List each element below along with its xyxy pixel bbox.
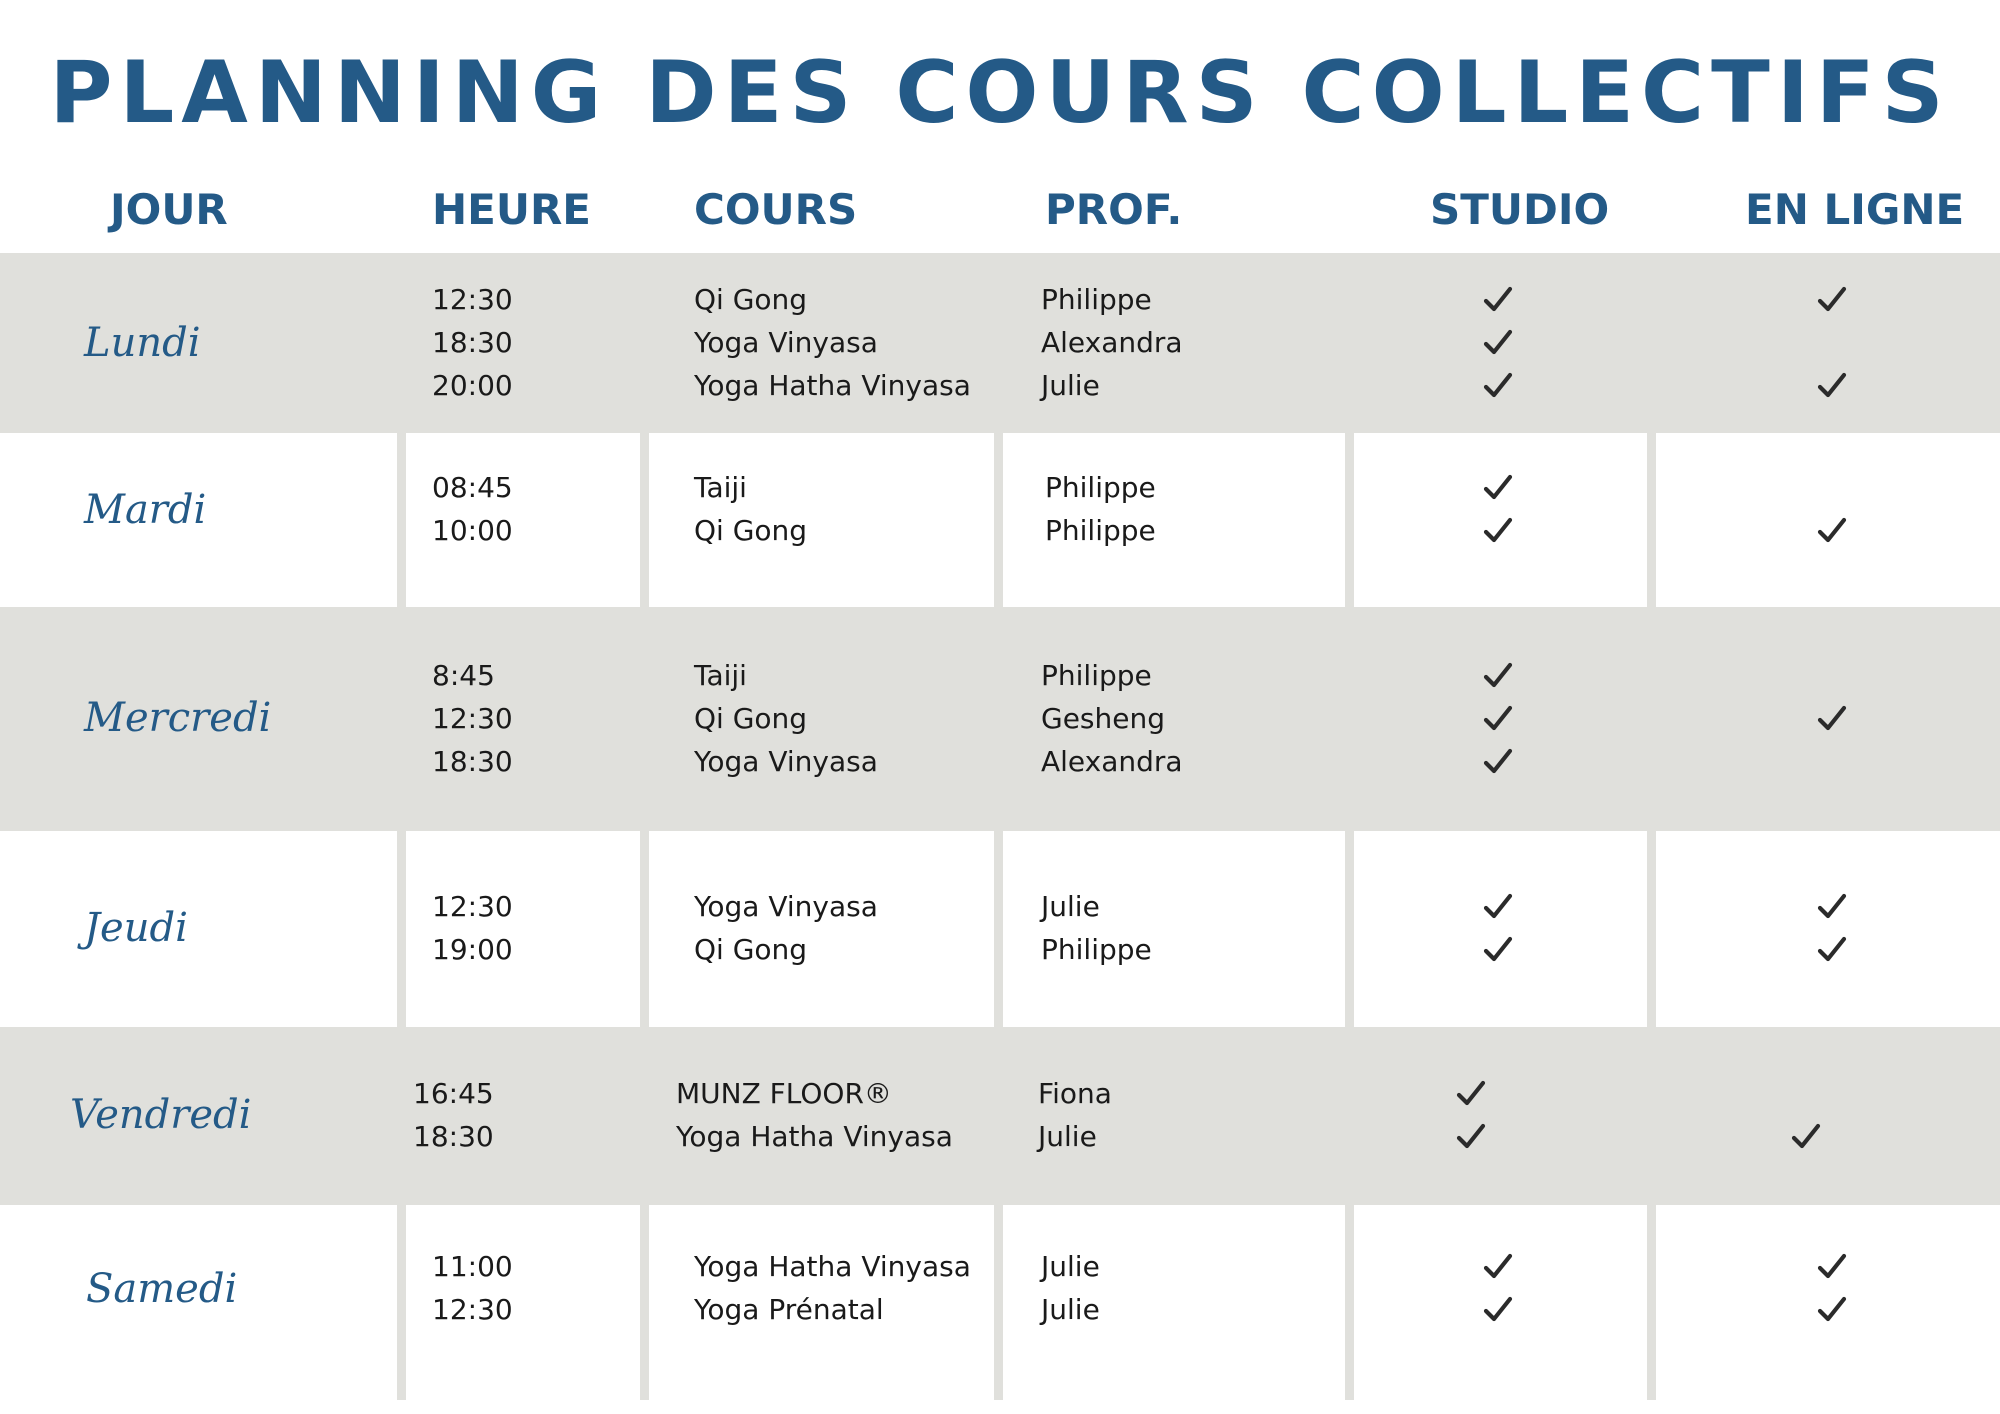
online-checkmark-icon: [1812, 887, 1852, 927]
session-time: 12:30: [432, 1293, 513, 1326]
column-header-prof: PROF.: [1045, 185, 1183, 234]
column-divider: [994, 1205, 1003, 1400]
session-prof: Julie: [1038, 1120, 1097, 1153]
day-label: Mercredi: [84, 695, 272, 741]
session-course: Taiji: [694, 471, 747, 504]
session-time: 12:30: [432, 890, 513, 923]
session-prof: Julie: [1041, 369, 1100, 402]
session-course: Taiji: [694, 659, 747, 692]
column-divider: [1345, 433, 1354, 607]
session-course: Yoga Vinyasa: [694, 326, 878, 359]
session-time: 12:30: [432, 702, 513, 735]
studio-checkmark-icon: [1478, 887, 1518, 927]
column-header-en-ligne: EN LIGNE: [1745, 185, 1965, 234]
table-row-mercredi: [0, 607, 2000, 831]
session-prof: Philippe: [1041, 933, 1152, 966]
studio-checkmark-icon: [1478, 366, 1518, 406]
column-header-jour: JOUR: [110, 185, 228, 234]
session-time: 12:30: [432, 283, 513, 316]
column-divider: [1647, 831, 1656, 1027]
column-divider: [397, 831, 406, 1027]
session-prof: Julie: [1041, 1293, 1100, 1326]
session-time: 20:00: [432, 369, 513, 402]
page-title: PLANNING DES COURS COLLECTIFS: [49, 43, 1951, 143]
column-divider: [397, 1205, 406, 1400]
column-divider: [1647, 433, 1656, 607]
day-label: Samedi: [86, 1266, 238, 1312]
column-header-cours: COURS: [694, 185, 858, 234]
online-checkmark-icon: [1812, 511, 1852, 551]
session-prof: Philippe: [1041, 659, 1152, 692]
column-header-studio: STUDIO: [1430, 185, 1610, 234]
session-prof: Philippe: [1045, 514, 1156, 547]
session-course: Qi Gong: [694, 283, 808, 316]
session-time: 18:30: [413, 1120, 494, 1153]
studio-checkmark-icon: [1478, 280, 1518, 320]
online-checkmark-icon: [1812, 1247, 1852, 1287]
studio-checkmark-icon: [1478, 511, 1518, 551]
session-course: Yoga Vinyasa: [694, 745, 878, 778]
studio-checkmark-icon: [1451, 1074, 1491, 1114]
column-divider: [994, 831, 1003, 1027]
session-prof: Philippe: [1041, 283, 1152, 316]
studio-checkmark-icon: [1478, 930, 1518, 970]
column-divider: [994, 433, 1003, 607]
session-course: Yoga Prénatal: [694, 1293, 884, 1326]
table-row-vendredi: [0, 1027, 2000, 1205]
studio-checkmark-icon: [1451, 1117, 1491, 1157]
session-course: MUNZ FLOOR®: [676, 1077, 892, 1110]
online-checkmark-icon: [1812, 366, 1852, 406]
session-course: Yoga Hatha Vinyasa: [694, 369, 971, 402]
column-header-heure: HEURE: [432, 185, 591, 234]
session-time: 18:30: [432, 326, 513, 359]
session-time: 10:00: [432, 514, 513, 547]
column-divider: [1345, 1205, 1354, 1400]
studio-checkmark-icon: [1478, 1247, 1518, 1287]
session-course: Qi Gong: [694, 933, 808, 966]
online-checkmark-icon: [1786, 1117, 1826, 1157]
session-prof: Alexandra: [1041, 745, 1183, 778]
table-row-lundi: [0, 253, 2000, 433]
session-course: Qi Gong: [694, 702, 808, 735]
session-prof: Julie: [1041, 890, 1100, 923]
session-prof: Gesheng: [1041, 702, 1166, 735]
column-divider: [640, 1205, 649, 1400]
studio-checkmark-icon: [1478, 1290, 1518, 1330]
online-checkmark-icon: [1812, 699, 1852, 739]
online-checkmark-icon: [1812, 930, 1852, 970]
column-divider: [640, 831, 649, 1027]
day-label: Lundi: [84, 320, 201, 366]
session-time: 16:45: [413, 1077, 494, 1110]
session-prof: Philippe: [1045, 471, 1156, 504]
session-prof: Fiona: [1038, 1077, 1112, 1110]
column-divider: [640, 433, 649, 607]
studio-checkmark-icon: [1478, 323, 1518, 363]
day-label: Mardi: [84, 487, 207, 533]
session-course: Yoga Vinyasa: [694, 890, 878, 923]
session-time: 11:00: [432, 1250, 513, 1283]
studio-checkmark-icon: [1478, 468, 1518, 508]
day-label: Jeudi: [84, 905, 188, 951]
studio-checkmark-icon: [1478, 656, 1518, 696]
day-label: Vendredi: [70, 1092, 252, 1138]
session-time: 08:45: [432, 471, 513, 504]
session-prof: Julie: [1041, 1250, 1100, 1283]
studio-checkmark-icon: [1478, 699, 1518, 739]
session-course: Yoga Hatha Vinyasa: [676, 1120, 953, 1153]
column-divider: [397, 433, 406, 607]
session-time: 8:45: [432, 659, 495, 692]
column-divider: [1345, 831, 1354, 1027]
session-course: Qi Gong: [694, 514, 808, 547]
studio-checkmark-icon: [1478, 742, 1518, 782]
online-checkmark-icon: [1812, 280, 1852, 320]
session-time: 18:30: [432, 745, 513, 778]
column-divider: [1647, 1205, 1656, 1400]
session-prof: Alexandra: [1041, 326, 1183, 359]
online-checkmark-icon: [1812, 1290, 1852, 1330]
session-course: Yoga Hatha Vinyasa: [694, 1250, 971, 1283]
session-time: 19:00: [432, 933, 513, 966]
